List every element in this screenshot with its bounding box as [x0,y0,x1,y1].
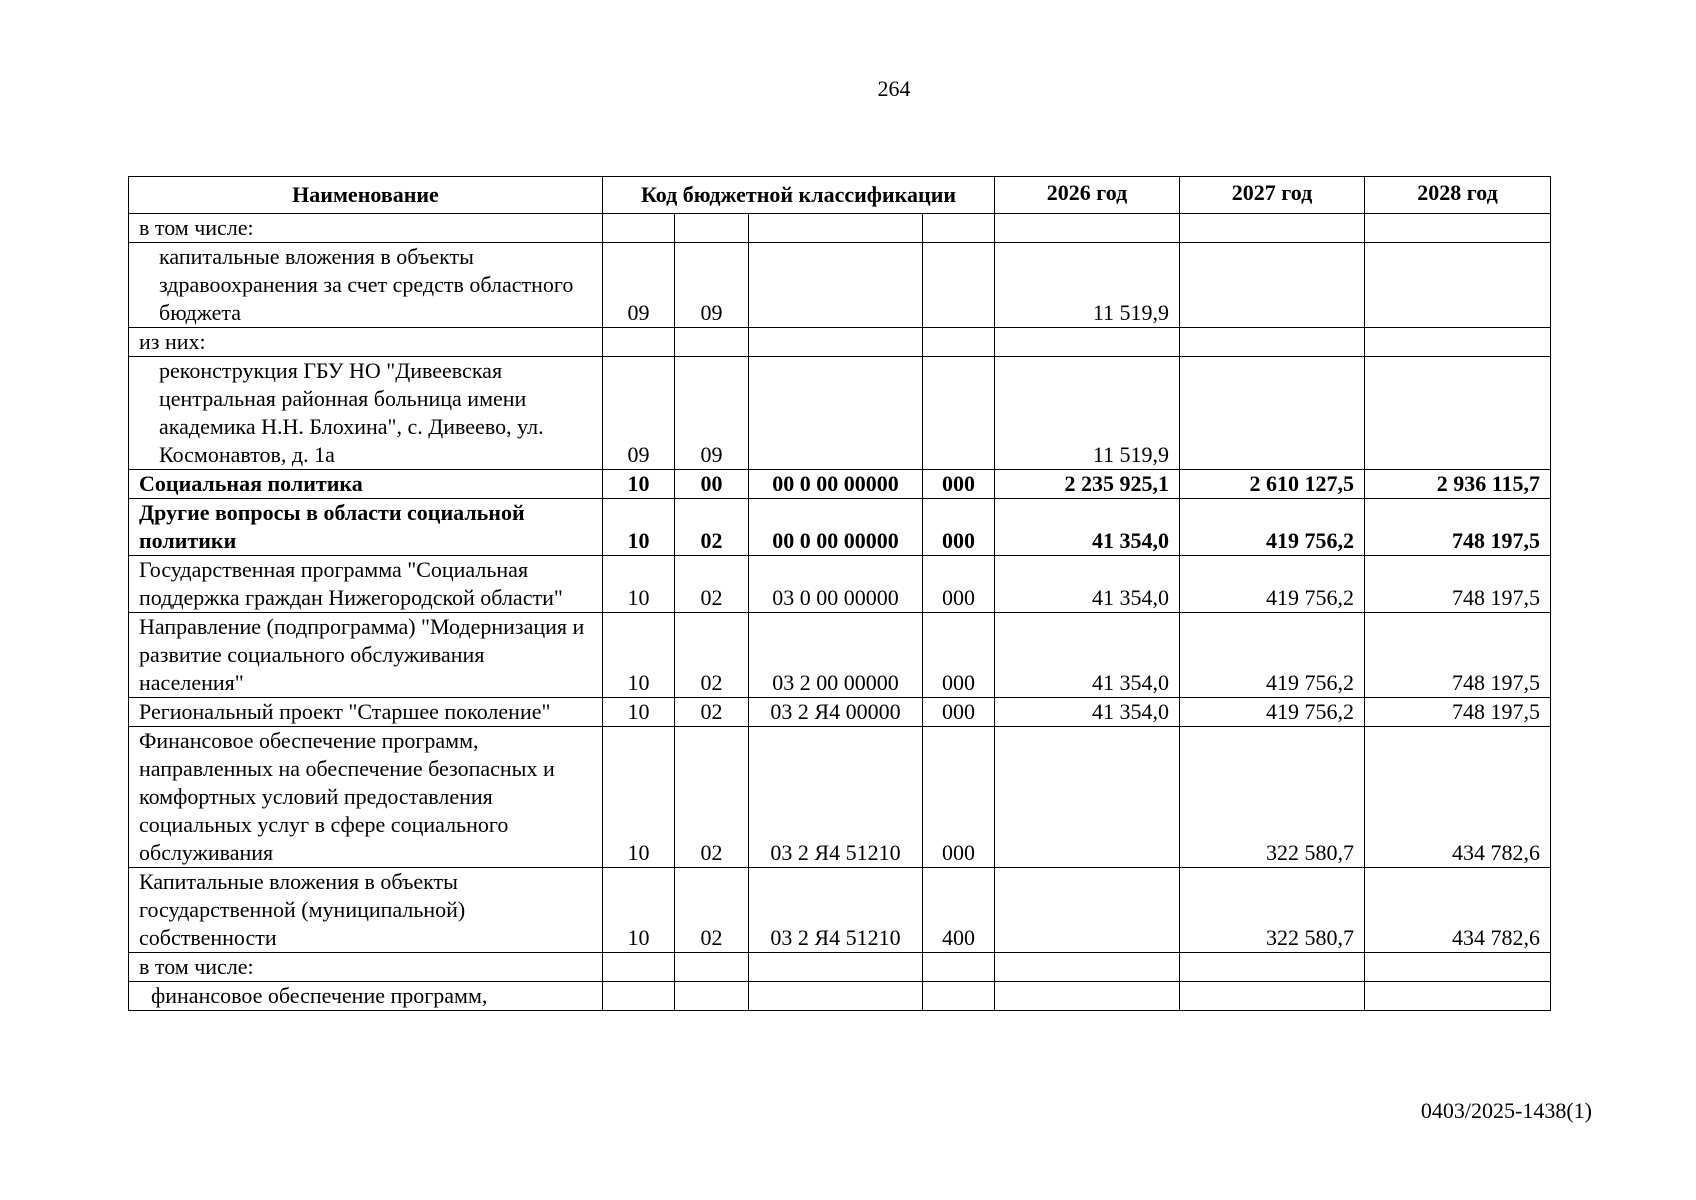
row-code-section: 10 [603,499,675,556]
row-code-target [749,953,923,982]
row-code-section: 09 [603,243,675,328]
row-code-target: 03 2 Я4 00000 [749,698,923,727]
row-value-2027: 419 756,2 [1180,499,1365,556]
table-row [129,727,1551,868]
table-row [129,243,1551,328]
budget-table [128,176,1551,1011]
row-name: Направление (подпрограмма) "Модернизация и развитие социального обслуживания населения" [129,613,603,698]
row-code-section: 10 [603,613,675,698]
row-code-expense-type: 000 [923,613,995,698]
row-value-2026 [995,868,1180,953]
table-row [129,868,1551,953]
page-number: 264 [877,76,911,101]
row-code-target [749,357,923,470]
row-code-target: 00 0 00 00000 [749,499,923,556]
row-code-subsection: 00 [675,470,749,499]
row-code-expense-type: 400 [923,868,995,953]
row-value-2028: 748 197,5 [1365,499,1551,556]
row-value-2027 [1180,357,1365,470]
row-value-2026: 2 235 925,1 [995,470,1180,499]
table-header-row [129,177,1551,214]
row-name: в том числе: [129,214,603,243]
row-value-2027: 419 756,2 [1180,698,1365,727]
row-code-subsection: 02 [675,727,749,868]
header-year-2026: 2026 год [995,177,1180,214]
table-row [129,499,1551,556]
row-code-subsection: 02 [675,613,749,698]
row-code-section: 09 [603,357,675,470]
row-value-2026: 11 519,9 [995,357,1180,470]
row-value-2026: 11 519,9 [995,243,1180,328]
row-value-2027 [1180,982,1365,1011]
row-code-subsection [675,982,749,1011]
row-code-target: 03 2 00 00000 [749,613,923,698]
row-name: в том числе: [129,953,603,982]
table-row [129,328,1551,357]
row-code-subsection: 09 [675,357,749,470]
row-value-2027 [1180,328,1365,357]
row-value-2026: 41 354,0 [995,698,1180,727]
table-row [129,214,1551,243]
table-row [129,556,1551,613]
table-row [129,982,1551,1011]
row-name: Капитальные вложения в объекты государственной (муниципальной) собственности [129,868,603,953]
row-value-2026 [995,214,1180,243]
row-code-section: 10 [603,470,675,499]
row-value-2027 [1180,243,1365,328]
row-code-subsection [675,953,749,982]
row-code-subsection: 02 [675,556,749,613]
row-value-2027: 322 580,7 [1180,727,1365,868]
row-code-expense-type: 000 [923,470,995,499]
row-code-subsection: 02 [675,499,749,556]
row-value-2027 [1180,214,1365,243]
row-code-target [749,243,923,328]
header-code: Код бюджетной классификации [603,177,995,214]
row-code-target [749,214,923,243]
row-value-2026 [995,953,1180,982]
table-row [129,470,1551,499]
row-value-2026 [995,982,1180,1011]
row-code-expense-type [923,982,995,1011]
document-code: 0403/2025-1438(1) [1420,1098,1592,1123]
row-value-2027 [1180,953,1365,982]
row-value-2028: 748 197,5 [1365,556,1551,613]
row-name: финансовое обеспечение программ, [129,982,603,1011]
header-year-2028: 2028 год [1365,177,1551,214]
table-row [129,953,1551,982]
row-code-expense-type: 000 [923,556,995,613]
row-value-2028 [1365,982,1551,1011]
row-value-2026 [995,328,1180,357]
row-value-2028 [1365,214,1551,243]
row-code-section: 10 [603,727,675,868]
row-name: Региональный проект "Старшее поколение" [129,698,603,727]
row-name: реконструкция ГБУ НО "Дивеевская центральная районная больница имени академика Н.Н. Блохина", с. Дивеево, ул. Космонавтов, д. 1а [129,357,603,470]
row-code-subsection: 09 [675,243,749,328]
header-year-2027: 2027 год [1180,177,1365,214]
row-value-2027: 419 756,2 [1180,556,1365,613]
row-code-target [749,328,923,357]
row-code-section: 10 [603,556,675,613]
row-code-expense-type: 000 [923,698,995,727]
row-code-section: 10 [603,868,675,953]
row-code-section [603,953,675,982]
row-code-section [603,214,675,243]
row-code-subsection [675,214,749,243]
row-code-subsection [675,328,749,357]
row-code-expense-type [923,214,995,243]
table-row [129,357,1551,470]
row-value-2026: 41 354,0 [995,556,1180,613]
header-name: Наименование [129,177,603,214]
row-code-target: 03 0 00 00000 [749,556,923,613]
row-code-section [603,328,675,357]
row-name: Социальная политика [129,470,603,499]
row-name: из них: [129,328,603,357]
row-code-target: 00 0 00 00000 [749,470,923,499]
row-value-2026: 41 354,0 [995,499,1180,556]
row-code-expense-type [923,953,995,982]
row-value-2026: 41 354,0 [995,613,1180,698]
row-value-2027: 2 610 127,5 [1180,470,1365,499]
row-value-2028 [1365,953,1551,982]
row-value-2028: 2 936 115,7 [1365,470,1551,499]
row-code-target: 03 2 Я4 51210 [749,868,923,953]
row-value-2026 [995,727,1180,868]
table-row [129,613,1551,698]
row-value-2028: 434 782,6 [1365,868,1551,953]
row-value-2028: 748 197,5 [1365,698,1551,727]
row-value-2028: 748 197,5 [1365,613,1551,698]
row-value-2027: 419 756,2 [1180,613,1365,698]
row-value-2028 [1365,243,1551,328]
row-name: Другие вопросы в области социальной политики [129,499,603,556]
row-name: капитальные вложения в объекты здравоохранения за счет средств областного бюджета [129,243,603,328]
row-code-expense-type [923,357,995,470]
row-code-target: 03 2 Я4 51210 [749,727,923,868]
row-value-2028 [1365,328,1551,357]
row-code-section: 10 [603,698,675,727]
row-name: Государственная программа "Социальная поддержка граждан Нижегородской области" [129,556,603,613]
row-value-2027: 322 580,7 [1180,868,1365,953]
row-code-subsection: 02 [675,868,749,953]
row-value-2028: 434 782,6 [1365,727,1551,868]
row-code-expense-type: 000 [923,727,995,868]
row-code-expense-type [923,328,995,357]
row-code-subsection: 02 [675,698,749,727]
table-row [129,698,1551,727]
row-code-expense-type: 000 [923,499,995,556]
row-code-expense-type [923,243,995,328]
row-code-section [603,982,675,1011]
row-code-target [749,982,923,1011]
row-value-2028 [1365,357,1551,470]
row-name: Финансовое обеспечение программ, направленных на обеспечение безопасных и комфортных условий предоставления социальных услуг в сфере социального обслуживания [129,727,603,868]
